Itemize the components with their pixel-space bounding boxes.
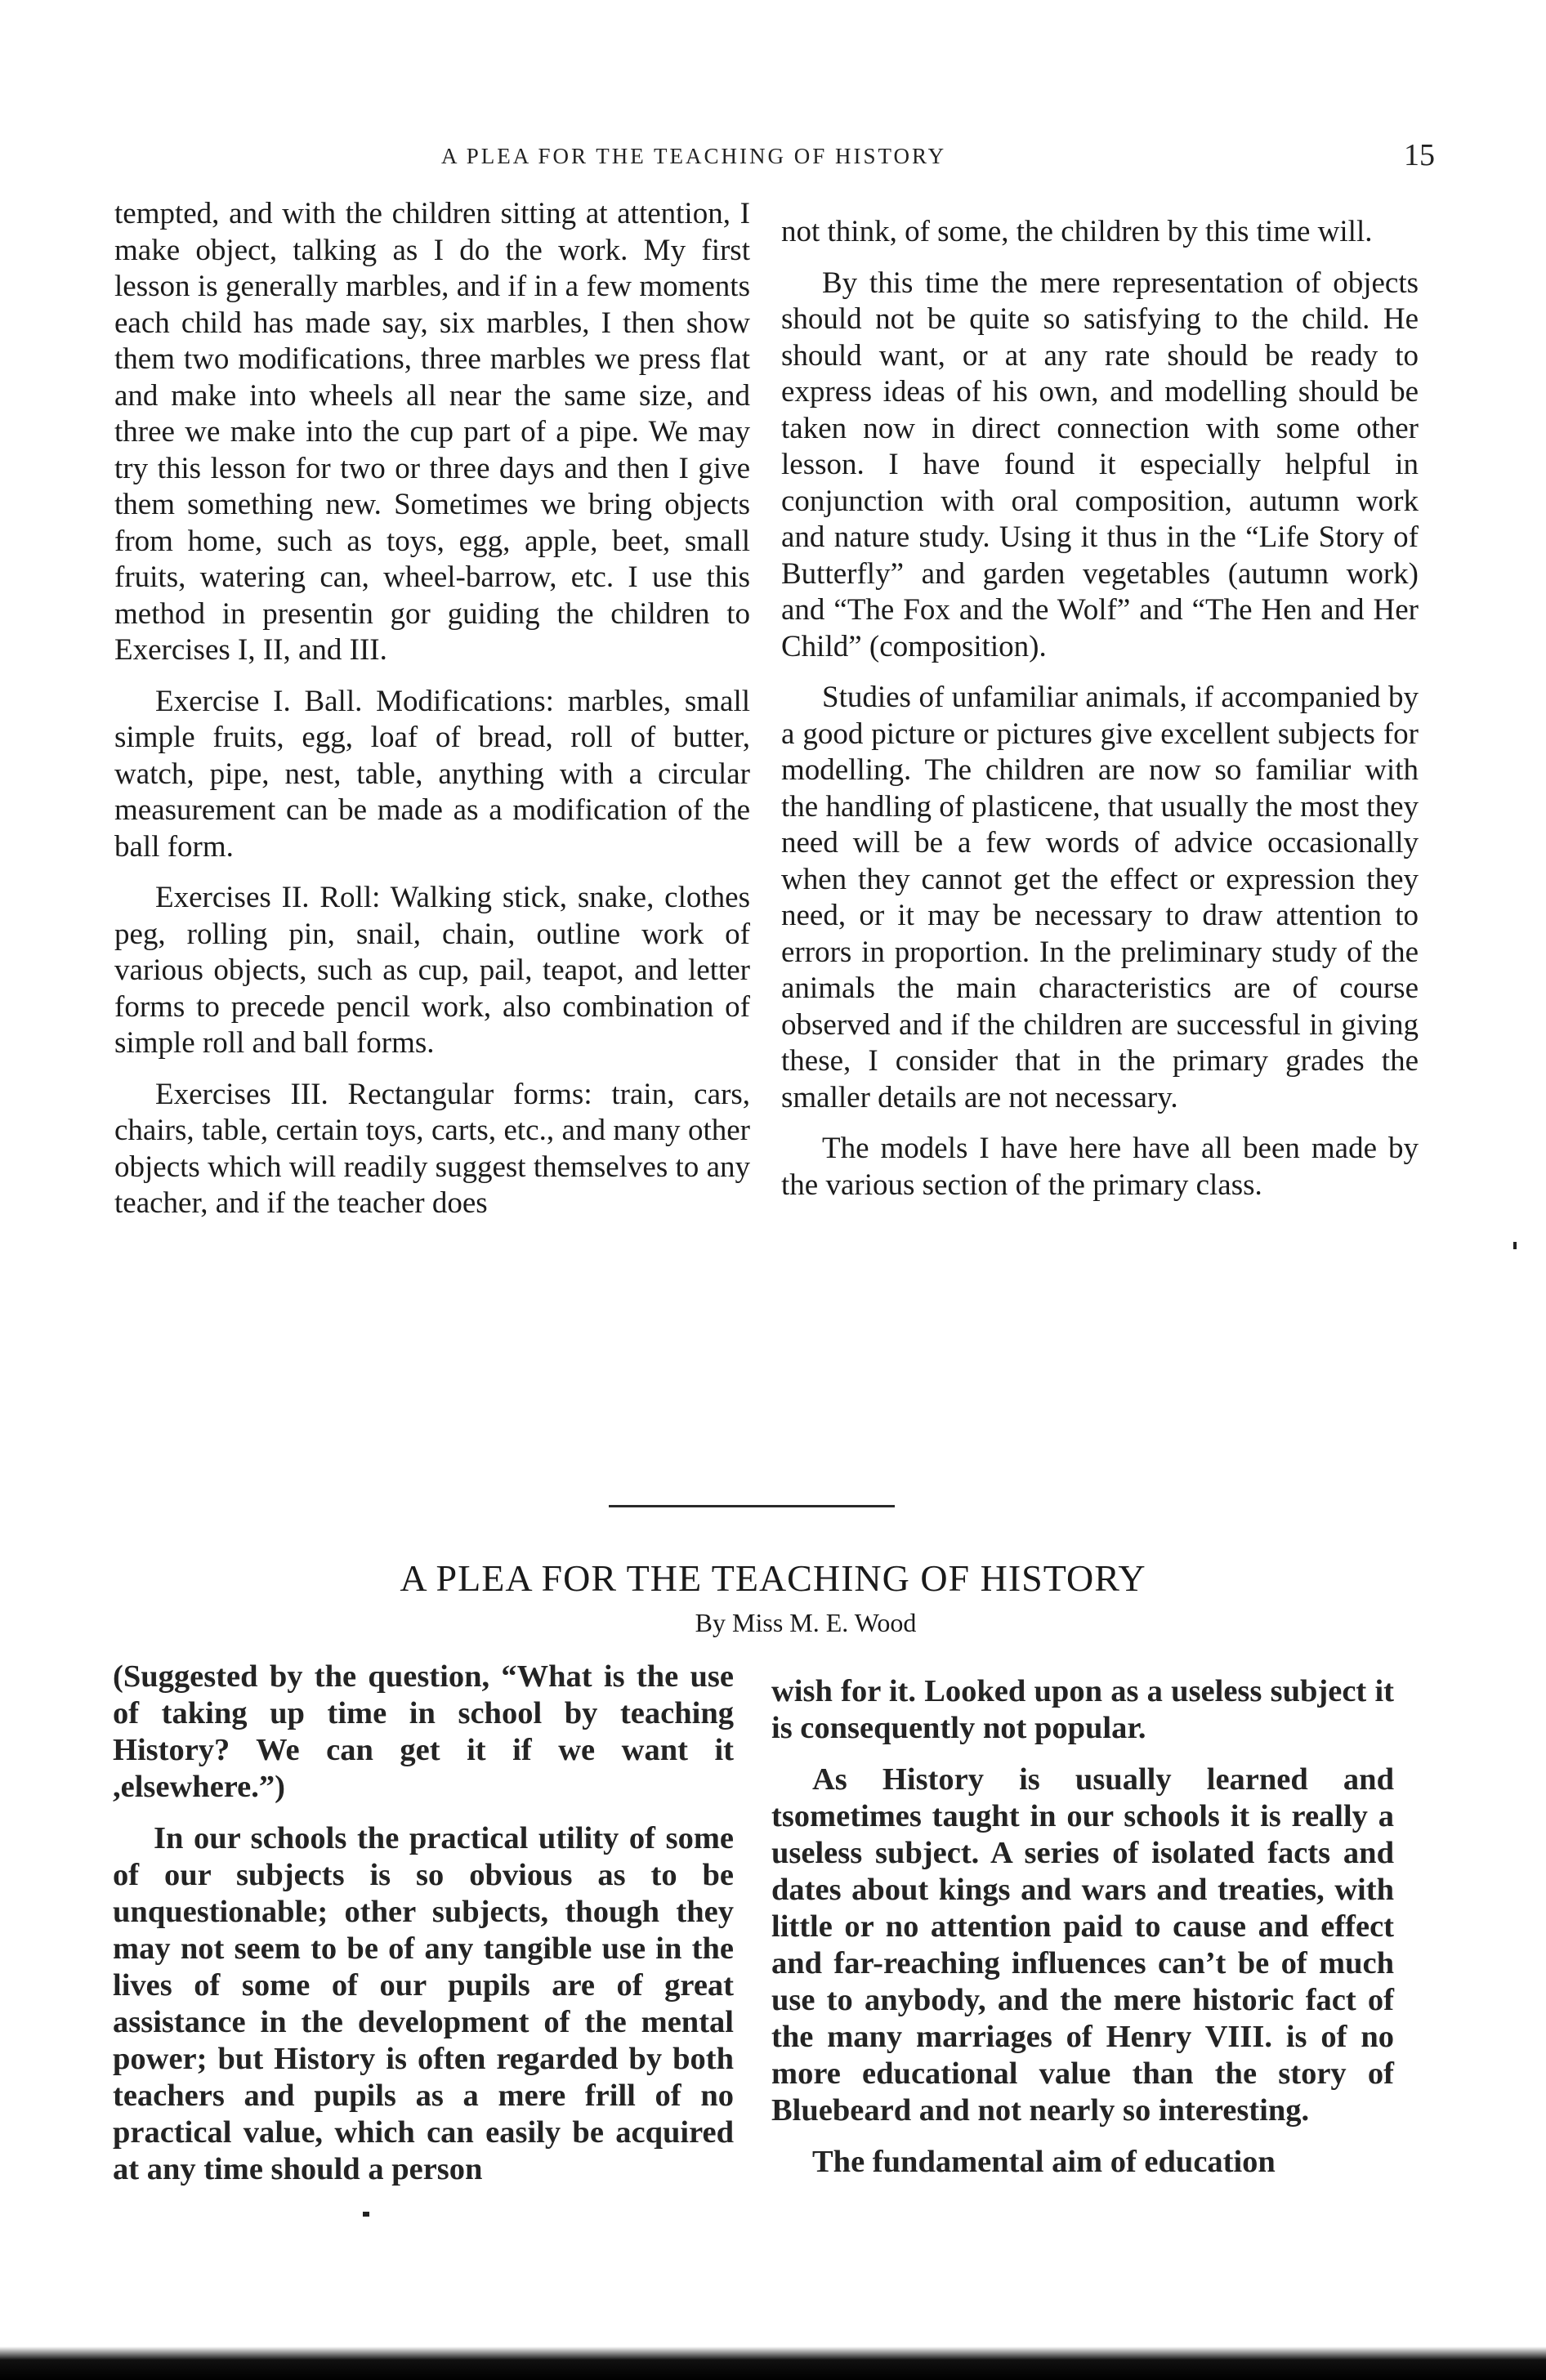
article-byline: By Miss M. E. Wood xyxy=(695,1608,917,1637)
paragraph: Exercises III. Rectangular forms: train, cars, chairs, table, certain toys, carts, etc., and many other objects which will readily suggest themselves to any teacher, and if the teacher does xyxy=(114,1077,750,1220)
paragraph: wish for it. Looked upon as a useless subject it is consequently not popular. xyxy=(771,1674,1394,1745)
paragraph: In our schools the practical utility of some of our subjects is so obvious as to be unquestionable; other subjects, though they may not seem to be of any tangible use in the lives of some of our pupils are of great assistance in the development of the mental power; but History is often regarded by both teachers and pupils as a mere frill of no practical value, which can easily be acquired at any time should a person xyxy=(113,1821,734,2186)
paragraph: not think, of some, the children by this time will. xyxy=(781,215,1373,248)
page-number: 15 xyxy=(1404,138,1435,172)
article-title: A PLEA FOR THE TEACHING OF HISTORY xyxy=(400,1557,1146,1599)
scan-speck xyxy=(1513,1242,1517,1249)
paragraph: Exercise I. Ball. Modifications: marbles, small simple fruits, egg, loaf of bread, roll of butter, watch, pipe, nest, table, anything with a circular measurement can be made as a modification of the ball form. xyxy=(114,684,750,864)
article-left-column xyxy=(113,1659,734,2203)
paragraph: (Suggested by the question, “What is the use of taking up time in school by teaching History? We can get it if we want it ,elsewhere.”) xyxy=(113,1659,734,1804)
paragraph: The models I have here have all been made by the various section of the primary class. xyxy=(781,1132,1419,1202)
paragraph: Studies of unfamiliar animals, if accompanied by a good picture or pictures give excellent subjects for modelling. The children are now so familiar with the handling of plasticene, that usually the most they need will be a few words of advice occasionally when they cannot get the effect or expression they need, or it may be necessary to draw attention to errors in proportion. In the preliminary study of the animals the main characteristics are of course observed and if the children are successful in giving these, I consider that in the primary grades the smaller details are not necessary. xyxy=(781,681,1419,1114)
section-divider xyxy=(609,1505,895,1507)
running-head: A PLEA FOR THE TEACHING OF HISTORY xyxy=(441,144,947,168)
page-header xyxy=(0,137,1546,178)
top-left-column xyxy=(114,196,750,1237)
article-right-column xyxy=(771,1673,1394,2195)
scan-edge-shadow xyxy=(0,2347,1546,2380)
top-right-column xyxy=(781,214,1419,1218)
paragraph: Exercises II. Roll: Walking stick, snake, clothes peg, rolling pin, snail, chain, outline work of various objects, such as cup, pail, teapot, and letter forms to precede pencil work, also combination of simple roll and ball forms. xyxy=(114,881,750,1060)
paragraph: tempted, and with the children sitting at attention, I make object, talking as I do the work. My first lesson is generally marbles, and if in a few moments each child has made say, six marbles, I then show them two modifications, three marbles we press flat and make into wheels all near the same size, and three we make into the cup part of a pipe. We may try this lesson for two or three days and then I give them something new. Sometimes we bring objects from home, such as toys, egg, apple, beet, small fruits, watering can, wheel-barrow, etc. I use this method in presentin gor guiding the children to Exercises I, II, and III. xyxy=(114,197,750,667)
paragraph: By this time the mere representation of objects should not be quite so satisfying to the child. He should want, or at any rate should be ready to express ideas of his own, and modelling should be taken now in direct connection with some other lesson. I have found it especially helpful in conjunction with oral composition, autumn work and nature study. Using it thus in the “Life Story of Butterfly” and garden vegetables (autumn work) and “The Fox and the Wolf” and “The Hen and Her Child” (composition). xyxy=(781,266,1419,663)
paragraph: As History is usually learned and tsometimes taught in our schools it is really a useless subject. A series of isolated facts and dates about kings and wars and treaties, with little or no attention paid to cause and effect and far-reaching influences can’t be of much use to anybody, and the mere historic fact of the many marriages of Henry VIII. is of no more educational value than the story of Bluebeard and not nearly so interesting. xyxy=(771,1762,1394,2128)
scan-speck xyxy=(363,2212,369,2217)
paragraph: The fundamental aim of education xyxy=(812,2145,1276,2179)
